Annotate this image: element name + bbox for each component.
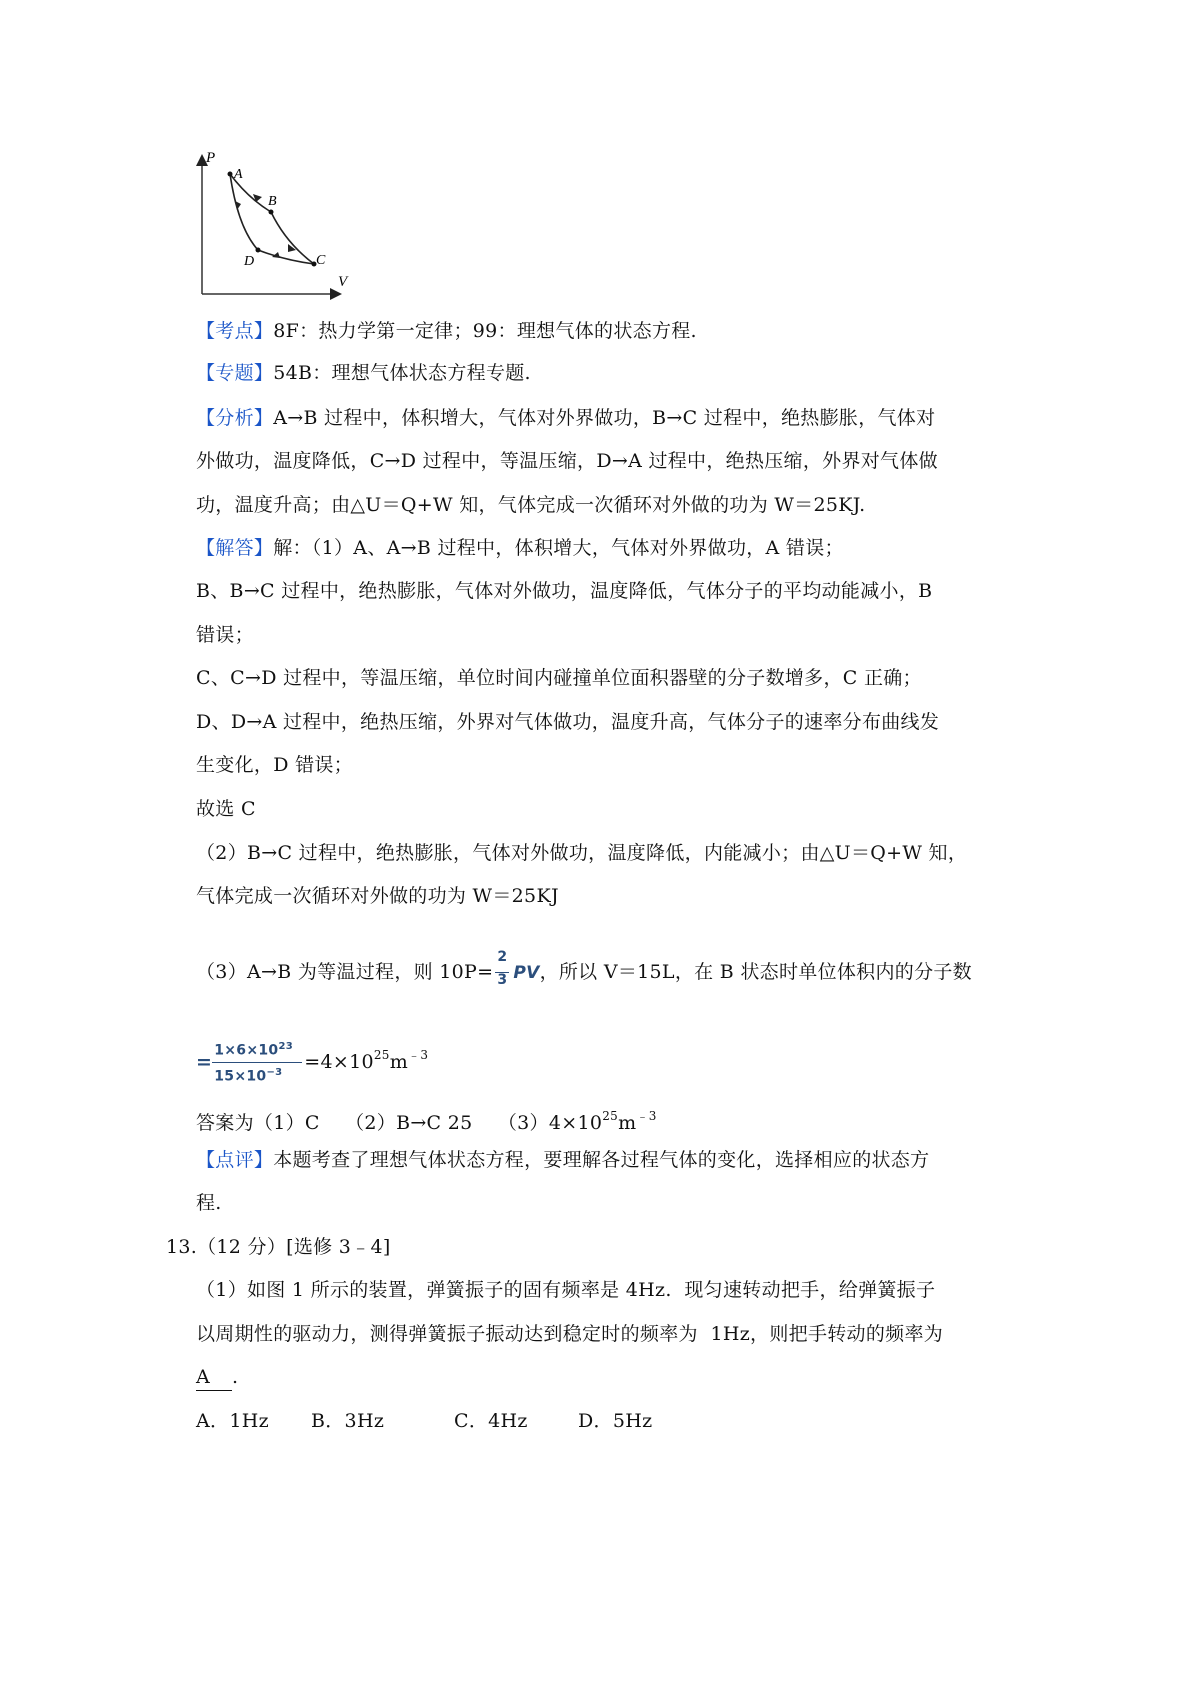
point-d-dot [256,248,261,253]
answer-text: 答案为（1）C （2）B→C 25 （3）4×10 [196,1112,603,1134]
jieda-line3: 错误； [196,624,254,646]
q13-options [196,1408,652,1434]
q13-answer-suffix: . [232,1366,239,1388]
answer-unit: m [618,1112,637,1134]
answer-unit-exp: ﹣3 [636,1109,657,1123]
eq-unit-exp: ﹣3 [408,1048,429,1062]
frac1-den: 3 [497,972,508,988]
point-c-label: C [316,253,326,268]
arrow-b-c [288,244,296,252]
jieda-line2: B、B→C 过程中，绝热膨胀，气体对外做功，温度降低，气体分子的平均动能减小，B [196,580,933,602]
jieda-text-1: 解：（1）A、A→B 过程中，体积增大，气体对外界做功，A 错误； [273,537,844,559]
q13-header: 13.（12 分）[选修 3﹣4] [166,1236,391,1258]
frac1-var: PV [513,963,540,983]
point-b-dot [269,210,274,215]
dianping-line1 [196,1147,929,1173]
fenxi-line2: 外做功，温度降低，C→D 过程中，等温压缩，D→A 过程中，绝热压缩，外界对气体做 [196,450,938,472]
jieda-text-10b: ，所以 V＝15L，在 B 状态时单位体积内的分子数 [539,961,972,983]
answer-line [196,1103,657,1136]
equation-line [196,1030,429,1085]
fenxi-tag: 【分析】 [196,407,274,429]
zhuanti-line [196,360,531,386]
jieda-line6: 生变化，D 错误； [196,754,353,776]
zhuanti-tag: 【专题】 [196,362,274,384]
fenxi-line3: 功，温度升高；由△U＝Q+W 知，气体完成一次循环对外做的功为 W＝25KJ. [196,494,866,516]
q13-answer: A [196,1364,232,1391]
point-d-label: D [244,254,255,269]
frac2-num-base: 1×6×10 [214,1042,279,1059]
jieda-line5: D、D→A 过程中，绝热压缩，外界对气体做功，温度升高，气体分子的速率分布曲线发 [196,711,940,733]
axis-v-label: V [338,274,348,290]
option-a: A．1Hz [196,1410,269,1432]
frac2-den-exp: −3 [266,1067,283,1078]
eq-unit: m [389,1051,409,1073]
kaodian-line [196,318,697,344]
axis-p-label: P [206,150,216,166]
option-c: C．4Hz [454,1410,528,1432]
jieda-line7: 故选 C [196,798,256,820]
fenxi-line1 [196,405,935,431]
jieda-line10 [196,949,972,992]
curve-d-a [230,174,258,250]
q13-answer-line [196,1364,238,1391]
kaodian-text: 8F：热力学第一定律；99：理想气体的状态方程. [273,320,697,342]
point-a-dot [228,172,233,177]
jieda-tag: 【解答】 [196,537,274,559]
frac2-den-base: 15×10 [214,1068,267,1085]
jieda-line1 [196,535,844,561]
dianping-text-1: 本题考查了理想气体状态方程，要理解各过程气体的变化，选择相应的状态方 [273,1149,930,1171]
q13-line2: 以周期性的驱动力，测得弹簧振子振动达到稳定时的频率为 1Hz，则把手转动的频率为 [196,1323,944,1345]
jieda-text-10a: （3）A→B 为等温过程，则 10P= [196,961,494,983]
fraction-molecules [212,1038,304,1088]
kaodian-tag: 【考点】 [196,320,274,342]
jieda-line4: C、C→D 过程中，等温压缩，单位时间内碰撞单位面积器壁的分子数增多，C 正确； [196,667,922,689]
dianping-tag: 【点评】 [196,1149,274,1171]
eq-prefix: = [196,1051,213,1073]
eq-result: =4×10 [304,1051,374,1073]
q13-line1: （1）如图 1 所示的装置，弹簧振子的固有频率是 4Hz. 现匀速转动把手，给弹簧振子 [196,1279,936,1301]
answer-exp: 25 [602,1109,619,1123]
eq-exp: 25 [373,1048,390,1062]
jieda-line9: 气体完成一次循环对外做的功为 W＝25KJ [196,885,559,907]
fraction-two-thirds [493,949,513,991]
dianping-line2: 程. [196,1192,222,1214]
frac2-num [214,1036,293,1062]
point-a-label: A [234,167,243,182]
point-b-label: B [268,194,277,209]
pv-diagram [196,148,376,303]
zhuanti-text: 54B：理想气体状态方程专题. [273,362,531,384]
option-b: B．3Hz [311,1410,385,1432]
frac2-num-exp: 23 [278,1041,293,1052]
jieda-line8: （2）B→C 过程中，绝热膨胀，气体对外做功，温度降低，内能减小；由△U＝Q+W 知， [196,842,968,864]
frac2-den [214,1062,282,1088]
fenxi-text-1: A→B 过程中，体积增大，气体对外界做功，B→C 过程中，绝热膨胀，气体对 [273,407,936,429]
frac1-num: 2 [497,949,508,965]
option-d: D．5Hz [578,1410,653,1432]
